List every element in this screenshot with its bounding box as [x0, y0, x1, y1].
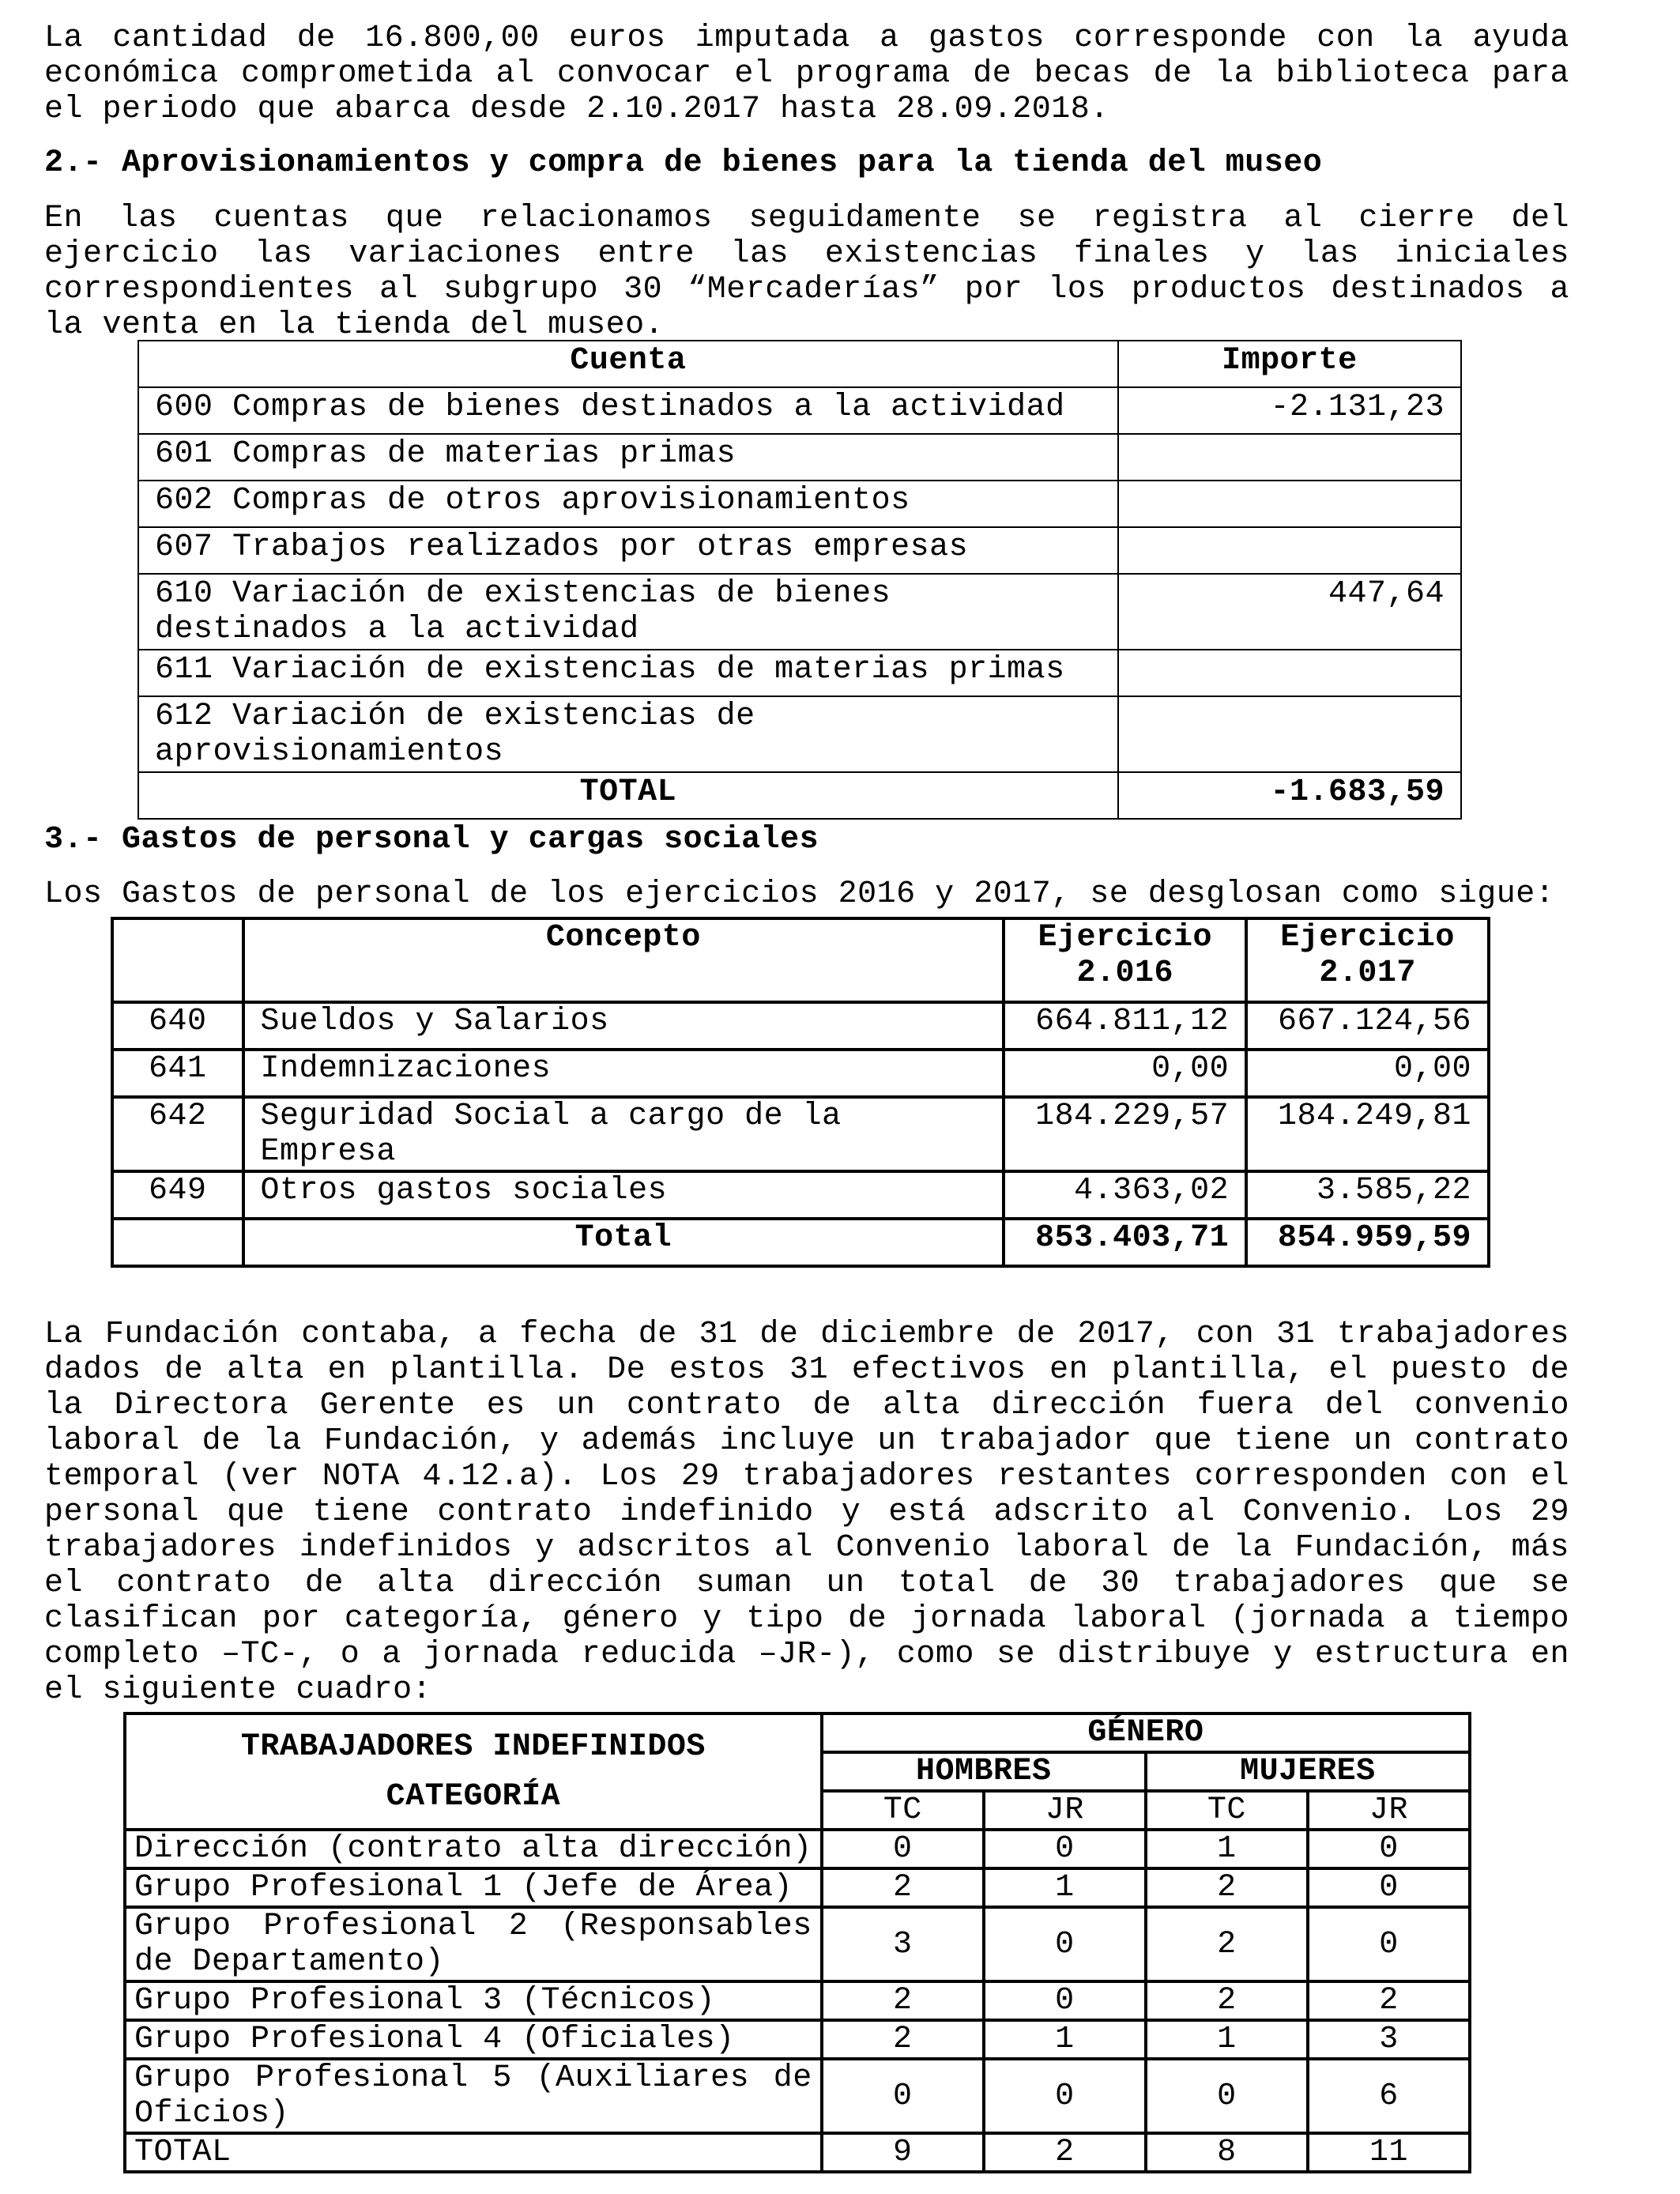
total-2017: 854.959,59	[1246, 1219, 1489, 1266]
total-label: TOTAL	[125, 2133, 822, 2172]
value-2016-cell: 0,00	[1004, 1050, 1246, 1097]
hombres-jr-cell: 1	[984, 1868, 1146, 1907]
mujeres-tc-cell: 0	[1146, 2059, 1308, 2133]
trabajadores-table	[123, 1712, 1471, 2173]
gastos-personal-table	[111, 917, 1490, 1268]
hombres-jr-cell: 0	[984, 1830, 1146, 1868]
mujeres-jr-header: JR	[1308, 1791, 1470, 1830]
hombres-tc-cell: 2	[822, 1868, 984, 1907]
column-header-code	[112, 918, 243, 1002]
value-2017-cell: 184.249,81	[1246, 1097, 1489, 1171]
code-cell: 642	[112, 1097, 243, 1171]
importe-cell	[1118, 527, 1461, 574]
hombres-jr-cell: 1	[984, 2020, 1146, 2059]
code-cell: 641	[112, 1050, 243, 1097]
hombres-tc-cell: 0	[822, 1830, 984, 1868]
mujeres-jr-cell: 0	[1308, 1907, 1470, 1981]
section2-heading: 2.- Aprovisionamientos y compra de bienes para la tienda del museo	[44, 145, 1323, 181]
importe-cell	[1118, 434, 1461, 481]
mujeres-tc-cell: 2	[1146, 1981, 1308, 2020]
mujeres-tc-cell: 1	[1146, 1830, 1308, 1868]
section3-paragraph2: La Fundación contaba, a fecha de 31 de diciembre de 2017, con 31 trabajadores dados de alta en plantilla. De estos 31 efectivos en plantilla, el puesto de la Directora Gerente es un contrato de alta dirección fuera del convenio laboral de la Fundación, y además incluye un trabajador que tiene un contrato temporal (ver NOTA 4.12.a). Los 29 trabajadores restantes corresponden con el personal que tiene contrato indefinido y está adscrito al Convenio. Los 29 trabajadores indefinidos y adscritos al Convenio laboral de la Fundación, más el contrato de alta dirección suman un total de 30 trabajadores que se clasifican por categoría, género y tipo de jornada laboral (jornada a tiempo completo –TC-, o a jornada reducida –JR-), como se distribuye y estructura en el siguiente cuadro:	[44, 1317, 1569, 1708]
importe-cell	[1118, 650, 1461, 696]
hombres-tc-cell: 2	[822, 1981, 984, 2020]
hombres-jr-cell: 0	[984, 1981, 1146, 2020]
total-hombres-tc: 9	[822, 2133, 984, 2172]
category-cell: Grupo Profesional 2 (Responsables de Departamento)	[125, 1907, 822, 1981]
value-2016-cell: 664.811,12	[1004, 1002, 1246, 1050]
cuenta-cell: 601 Compras de materias primas	[138, 434, 1118, 481]
empty-code-cell	[112, 1219, 243, 1266]
mujeres-tc-cell: 1	[1146, 2020, 1308, 2059]
table-row	[112, 1171, 1489, 1219]
mujeres-tc-cell: 2	[1146, 1907, 1308, 1981]
intro-paragraph: La cantidad de 16.800,00 euros imputada a gastos corresponde con la ayuda económica comprometida al convocar el programa de becas de la biblioteca para el periodo que abarca desde 2.10.2017 hasta 28.09.2018.	[44, 21, 1569, 127]
section3-heading: 3.- Gastos de personal y cargas sociales	[44, 822, 819, 858]
column-header-2017: Ejercicio 2.017	[1246, 918, 1489, 1002]
importe-cell	[1118, 696, 1461, 772]
mujeres-jr-cell: 2	[1308, 1981, 1470, 2020]
table-row	[138, 387, 1461, 434]
cuenta-cell: 600 Compras de bienes destinados a la actividad	[138, 387, 1118, 434]
table-row	[125, 1981, 1470, 2020]
aprovisionamientos-table	[137, 340, 1462, 820]
total-hombres-jr: 2	[984, 2133, 1146, 2172]
hombres-jr-cell: 0	[984, 2059, 1146, 2133]
table-row	[112, 1050, 1489, 1097]
table-row	[138, 696, 1461, 772]
mujeres-jr-cell: 3	[1308, 2020, 1470, 2059]
category-cell: Grupo Profesional 1 (Jefe de Área)	[125, 1868, 822, 1907]
mujeres-jr-cell: 6	[1308, 2059, 1470, 2133]
column-header-cuenta: Cuenta	[138, 341, 1118, 387]
table-row	[138, 574, 1461, 650]
table-row	[138, 527, 1461, 574]
category-cell: Grupo Profesional 4 (Oficiales)	[125, 2020, 822, 2059]
value-2017-cell: 0,00	[1246, 1050, 1489, 1097]
category-cell: Grupo Profesional 3 (Técnicos)	[125, 1981, 822, 2020]
column-header-2016: Ejercicio 2.016	[1004, 918, 1246, 1002]
total-2016: 853.403,71	[1004, 1219, 1246, 1266]
concepto-cell: Seguridad Social a cargo de la Empresa	[243, 1097, 1004, 1171]
concepto-cell: Otros gastos sociales	[243, 1171, 1004, 1219]
section3-paragraph: Los Gastos de personal de los ejercicios 2016 y 2017, se desglosan como sigue:	[44, 876, 1555, 912]
column-header-concepto: Concepto	[243, 918, 1004, 1002]
table-row	[125, 1907, 1470, 1981]
table-row	[138, 650, 1461, 696]
total-row	[112, 1219, 1489, 1266]
cuenta-cell: 610 Variación de existencias de bienes destinados a la actividad	[138, 574, 1118, 650]
category-cell: Dirección (contrato alta dirección)	[125, 1830, 822, 1868]
mujeres-header: MUJERES	[1146, 1752, 1470, 1791]
category-cell: Grupo Profesional 5 (Auxiliares de Oficios)	[125, 2059, 822, 2133]
hombres-tc-cell: 0	[822, 2059, 984, 2133]
hombres-tc-cell: 3	[822, 1907, 984, 1981]
concepto-cell: Sueldos y Salarios	[243, 1002, 1004, 1050]
table-row	[138, 481, 1461, 527]
table-row	[125, 1830, 1470, 1868]
value-2016-cell: 4.363,02	[1004, 1171, 1246, 1219]
importe-cell: -2.131,23	[1118, 387, 1461, 434]
genero-header: GÉNERO	[822, 1713, 1470, 1752]
hombres-header: HOMBRES	[822, 1752, 1146, 1791]
code-cell: 649	[112, 1171, 243, 1219]
table-row	[125, 2020, 1470, 2059]
mujeres-jr-cell: 0	[1308, 1830, 1470, 1868]
hombres-jr-header: JR	[984, 1791, 1146, 1830]
category-header-line2: CATEGORÍA	[386, 1778, 561, 1815]
total-row	[138, 772, 1461, 819]
table-row	[112, 1002, 1489, 1050]
hombres-tc-cell: 2	[822, 2020, 984, 2059]
total-label: Total	[243, 1219, 1004, 1266]
cuenta-cell: 611 Variación de existencias de materias primas	[138, 650, 1118, 696]
value-2017-cell: 3.585,22	[1246, 1171, 1489, 1219]
total-mujeres-tc: 8	[1146, 2133, 1308, 2172]
table-row	[112, 1097, 1489, 1171]
importe-cell: 447,64	[1118, 574, 1461, 650]
total-row	[125, 2133, 1470, 2172]
concepto-cell: Indemnizaciones	[243, 1050, 1004, 1097]
cuenta-cell: 602 Compras de otros aprovisionamientos	[138, 481, 1118, 527]
table-row	[125, 2059, 1470, 2133]
value-2016-cell: 184.229,57	[1004, 1097, 1246, 1171]
total-label: TOTAL	[138, 772, 1118, 819]
hombres-jr-cell: 0	[984, 1907, 1146, 1981]
mujeres-jr-cell: 0	[1308, 1868, 1470, 1907]
table-row	[125, 1868, 1470, 1907]
section2-paragraph: En las cuentas que relacionamos seguidamente se registra al cierre del ejercicio las variaciones entre las existencias finales y las iniciales correspondientes al subgrupo 30 “Mercaderías” por los productos destinados a la venta en la tienda del museo.	[44, 201, 1569, 343]
category-header-line1: TRABAJADORES INDEFINIDOS	[240, 1728, 706, 1765]
mujeres-tc-cell: 2	[1146, 1868, 1308, 1907]
value-2017-cell: 667.124,56	[1246, 1002, 1489, 1050]
total-mujeres-jr: 11	[1308, 2133, 1470, 2172]
cuenta-cell: 612 Variación de existencias de aprovisionamientos	[138, 696, 1118, 772]
importe-cell	[1118, 481, 1461, 527]
category-header	[125, 1713, 822, 1830]
hombres-tc-header: TC	[822, 1791, 984, 1830]
mujeres-tc-header: TC	[1146, 1791, 1308, 1830]
code-cell: 640	[112, 1002, 243, 1050]
cuenta-cell: 607 Trabajos realizados por otras empresas	[138, 527, 1118, 574]
column-header-importe: Importe	[1118, 341, 1461, 387]
total-value: -1.683,59	[1118, 772, 1461, 819]
table-row	[138, 434, 1461, 481]
